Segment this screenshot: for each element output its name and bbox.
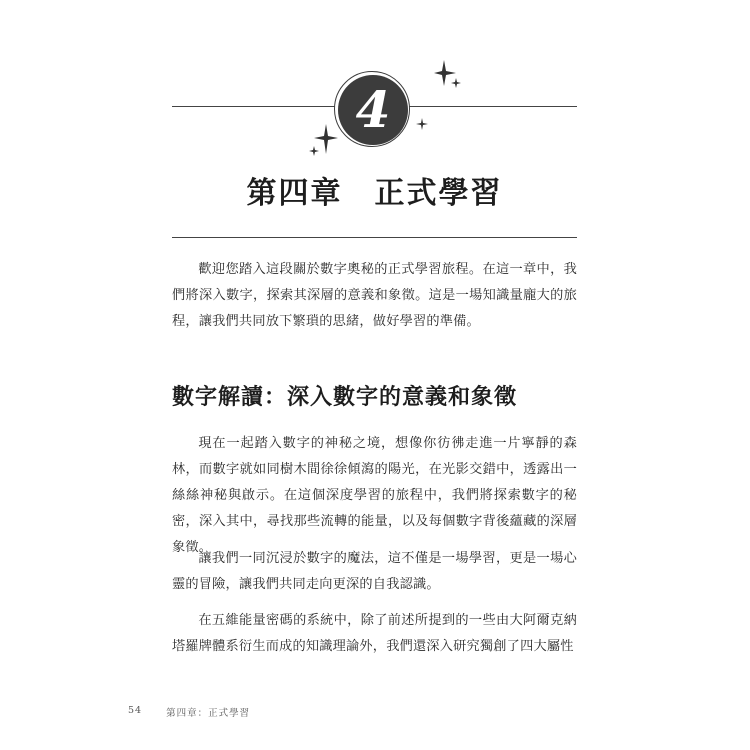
chapter-number-badge: 4	[338, 75, 408, 145]
body-paragraph: 讓我們一同沉浸於數字的魔法，這不僅是一場學習，更是一場心靈的冒險，讓我們共同走向更深的自我認識。	[172, 551, 577, 592]
page-footer	[128, 705, 250, 719]
running-head: 第四章：正式學習	[166, 708, 251, 719]
body-paragraph: 現在一起踏入數字的神秘之境，想像你彷彿走進一片寧靜的森林，而數字就如同樹木間徐徐傾瀉的陽光，在光影交錯中，透露出一絲絲神秘與啟示。在這個深度學習的旅程中，我們將探索數字的秘密，深入其中，尋找那些流轉的能量，以及每個數字背後蘊藏的深層象徵。	[172, 436, 577, 555]
body-paragraph: 在五維能量密碼的系統中，除了前述所提到的一些由大阿爾克納塔羅牌體系衍生而成的知識理論外，我們還深入研究獨創了四大屬性	[172, 613, 577, 654]
sparkle-icon	[432, 58, 462, 90]
page-number: 54	[128, 705, 143, 716]
intro-paragraph: 歡迎您踏入這段關於數字奧秘的正式學習旅程。在這一章中，我們將深入數字，探索其深層的意義和象徵。這是一場知識量龐大的旅程，讓我們共同放下繁瑣的思緒，做好學習的準備。	[172, 262, 577, 329]
chapter-bottom-rule	[172, 237, 577, 238]
sparkle-icon	[308, 120, 340, 158]
section-heading: 數字解讀：深入數字的意義和象徵	[172, 384, 518, 410]
chapter-title: 第四章 正式學習	[246, 176, 503, 211]
sparkle-icon	[416, 118, 428, 130]
